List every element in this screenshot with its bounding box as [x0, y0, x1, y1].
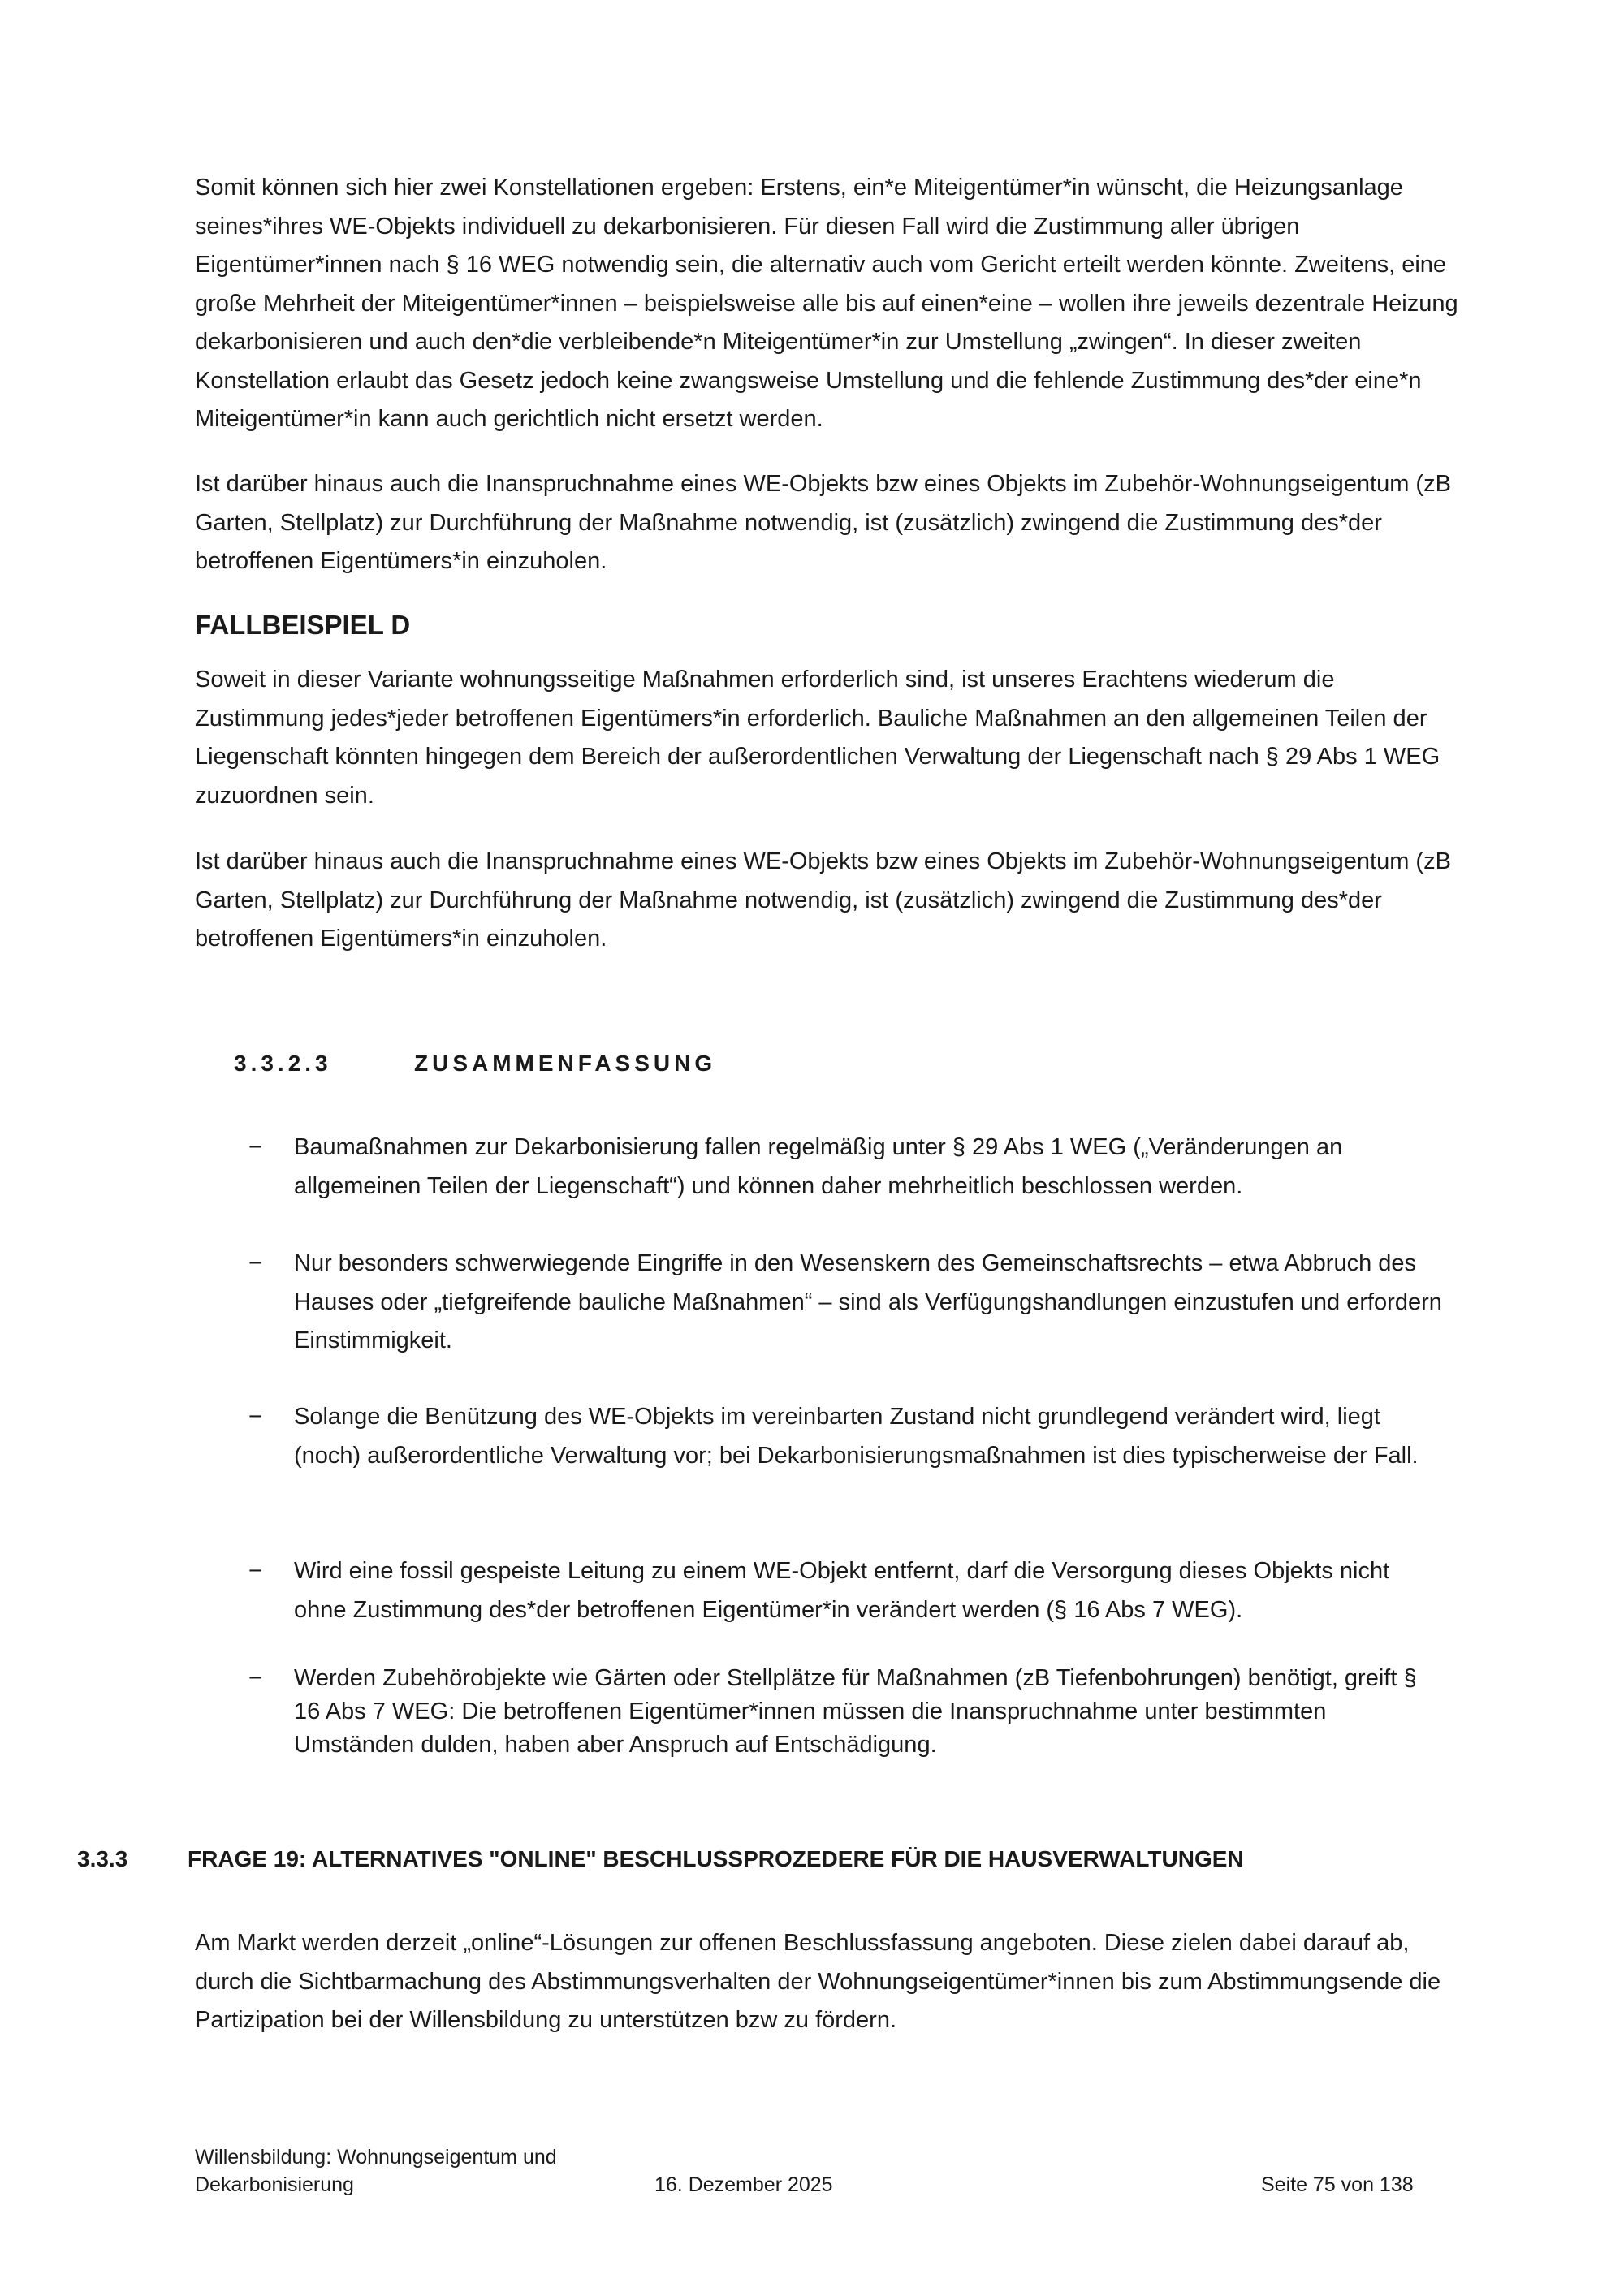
subsection-title: ZUSAMMENFASSUNG: [414, 1051, 717, 1076]
dash-icon: −: [248, 1404, 262, 1430]
footer-document-title: Willensbildung: Wohnungseigentum und Dekarbonisierung: [195, 2146, 557, 2196]
summary-bullet-3: [248, 1398, 1442, 1475]
paragraph-inanspruchnahme-2: Ist darüber hinaus auch die Inanspruchnahme eines WE-Objekts bzw eines Objekts im Zubehör-Wohnungseigentum (zB Garten, Stellplatz) zur Durchführung der Maßnahme notwendig, ist (zusätzlich) zwingend die Zustimmung des*der betroffenen Eigentümers*in einzuholen.: [195, 848, 1451, 952]
subsection-number: 3.3.2.3: [234, 1051, 332, 1076]
dash-icon: −: [248, 1665, 262, 1691]
footer-page-number: Seite 75 von 138: [1261, 2173, 1414, 2196]
dash-icon: −: [248, 1134, 262, 1160]
bullet-text: Werden Zubehörobjekte wie Gärten oder Stellplätze für Maßnahmen (zB Tiefenbohrungen) benötigt, greift § 16 Abs 7 WEG: Die betroffenen Eigentümer*innen müssen die Inanspruchnahme unter bestimmten Umständen dulden, haben aber Anspruch auf Entschädigung.: [294, 1665, 1417, 1758]
summary-bullet-5: [248, 1662, 1442, 1762]
paragraph-online-loesungen: Am Markt werden derzeit „online“-Lösungen zur offenen Beschlussfassung angeboten. Diese zielen dabei darauf ab, durch die Sichtbarmachung des Abstimmungsverhalten der Wohnungseigentümer*innen bis zum Abstimmungsende die Partizipation bei der Willensbildung zu unterstützen bzw zu fördern.: [195, 1930, 1441, 2033]
section-number: 3.3.3: [77, 1846, 128, 1871]
dash-icon: −: [248, 1250, 262, 1276]
summary-bullet-4: [248, 1552, 1442, 1629]
bullet-text: Baumaßnahmen zur Dekarbonisierung fallen regelmäßig unter § 29 Abs 1 WEG („Veränderungen an allgemeinen Teilen der Liegenschaft“) und können daher mehrheitlich beschlossen werden.: [294, 1134, 1343, 1199]
section-title: FRAGE 19: ALTERNATIVES "ONLINE" BESCHLUSSPROZEDERE FÜR DIE HAUSVERWALTUNGEN: [188, 1846, 1244, 1871]
summary-bullet-1: [248, 1129, 1442, 1206]
paragraph-constellations: Somit können sich hier zwei Konstellationen ergeben: Erstens, ein*e Miteigentümer*in wünscht, die Heizungsanlage seines*ihres WE-Objekts individuell zu dekarbonisieren. Für diesen Fall wird die Zustimmung aller übrigen Eigentümer*innen nach § 16 WEG notwendig sein, die alternativ auch vom Gericht erteilt werden könnte. Zweitens, eine große Mehrheit der Miteigentümer*innen – beispielsweise alle bis auf einen*eine – wollen ihre jeweils dezentrale Heizung dekarbonisieren und auch den*die verbleibende*n Miteigentümer*in zur Umstellung „zwingen“. In dieser zweiten Konstellation erlaubt das Gesetz jedoch keine zwangsweise Umstellung und die fehlende Zustimmung des*der eine*n Miteigentümer*in kann auch gerichtlich nicht ersetzt werden.: [195, 175, 1458, 432]
heading-fallbeispiel-d: FALLBEISPIEL D: [195, 610, 411, 640]
paragraph-inanspruchnahme-1: Ist darüber hinaus auch die Inanspruchnahme eines WE-Objekts bzw eines Objekts im Zubehör-Wohnungseigentum (zB Garten, Stellplatz) zur Durchführung der Maßnahme notwendig, ist (zusätzlich) zwingend die Zustimmung des*der betroffenen Eigentümers*in einzuholen.: [195, 471, 1451, 574]
dash-icon: −: [248, 1558, 262, 1584]
subsection-heading-zusammenfassung: [234, 1047, 716, 1080]
section-heading-frage-19: [77, 1843, 1244, 1875]
paragraph-fallbeispiel-d: Soweit in dieser Variante wohnungsseitige Maßnahmen erforderlich sind, ist unseres Erachtens wiederum die Zustimmung jedes*jeder betroffenen Eigentümers*in erforderlich. Bauliche Maßnahmen an den allgemeinen Teilen der Liegenschaft könnten hingegen dem Bereich der außerordentlichen Verwaltung der Liegenschaft nach § 29 Abs 1 WEG zuzuordnen sein.: [195, 667, 1440, 809]
summary-bullet-2: [248, 1245, 1442, 1361]
bullet-text: Nur besonders schwerwiegende Eingriffe in den Wesenskern des Gemeinschaftsrechts – etwa Abbruch des Hauses oder „tiefgreifende bauliche Maßnahmen“ – sind als Verfügungshandlungen einzustufen und erfordern Einstimmigkeit.: [294, 1250, 1442, 1353]
footer-date: 16. Dezember 2025: [654, 2173, 833, 2196]
bullet-text: Solange die Benützung des WE-Objekts im vereinbarten Zustand nicht grundlegend verändert wird, liegt (noch) außerordentliche Verwaltung vor; bei Dekarbonisierungsmaßnahmen ist dies typischerweise der Fall.: [294, 1404, 1419, 1469]
bullet-text: Wird eine fossil gespeiste Leitung zu einem WE-Objekt entfernt, darf die Versorgung dieses Objekts nicht ohne Zustimmung des*der betroffenen Eigentümer*in verändert werden (§ 16 Abs 7 WEG).: [294, 1558, 1390, 1623]
